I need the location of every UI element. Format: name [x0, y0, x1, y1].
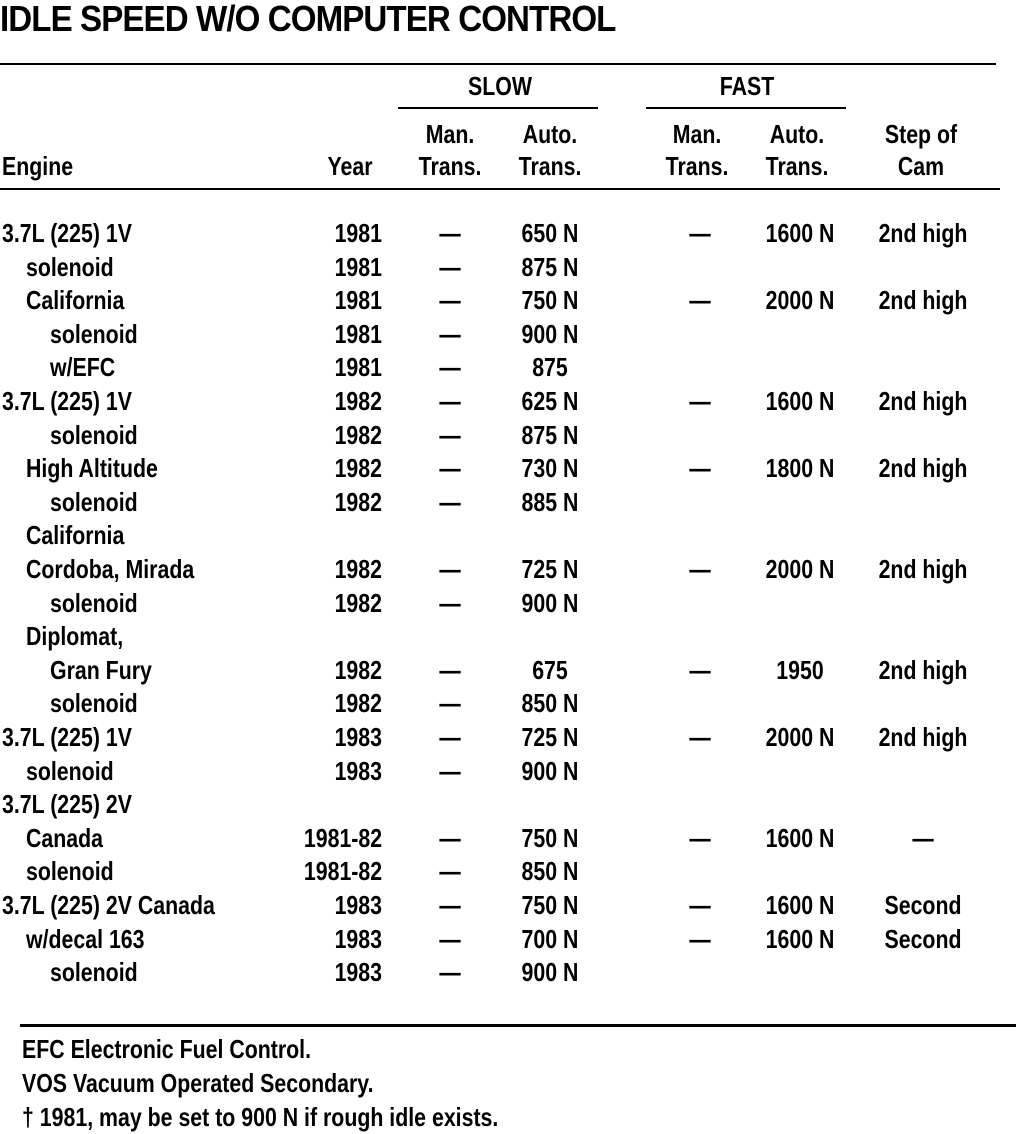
- slow-auto-cell: 900 N: [521, 587, 579, 618]
- table-row: [0, 586, 1024, 620]
- fast-group-header: FAST: [719, 71, 775, 101]
- slow-auto-cell: 900 N: [521, 957, 579, 988]
- year-cell: 1982: [334, 654, 382, 685]
- slow-man-cell: —: [439, 822, 461, 853]
- slow-man-cell: —: [439, 285, 461, 316]
- slow-auto-cell: 750 N: [521, 822, 579, 853]
- fast-auto-cell: 2000 N: [765, 285, 835, 316]
- year-cell: 1982: [334, 419, 382, 450]
- cam-cell: 2nd high: [878, 218, 968, 248]
- engine-header: Engine: [2, 151, 74, 181]
- table-row: [0, 854, 1024, 888]
- engine-cell: solenoid: [50, 318, 138, 349]
- cam-cell: 2nd high: [878, 554, 968, 584]
- top-rule: [0, 63, 996, 65]
- header-bottom-rule: [0, 188, 1000, 190]
- slow-auto-cell: 650 N: [521, 218, 579, 248]
- slow-auto-cell: 625 N: [521, 386, 579, 416]
- slow-man-header-line2: Trans.: [418, 151, 482, 181]
- cam-cell: Second: [884, 890, 962, 920]
- fast-auto-cell: 1800 N: [765, 453, 835, 484]
- slow-man-cell: —: [439, 654, 461, 685]
- fast-auto-cell: 1600 N: [765, 890, 835, 920]
- engine-cell: 3.7L (225) 1V: [2, 386, 132, 416]
- fast-auto-cell: 1950: [776, 654, 824, 685]
- fast-auto-cell: 2000 N: [765, 554, 835, 584]
- cam-cell: 2nd high: [878, 453, 968, 484]
- year-cell: 1983: [334, 890, 382, 920]
- table-row: [0, 485, 1024, 519]
- slow-man-cell: —: [439, 453, 461, 484]
- engine-cell: solenoid: [50, 587, 138, 618]
- slow-man-cell: —: [439, 386, 461, 416]
- table-row: [0, 317, 1024, 351]
- fast-group-rule: [646, 107, 846, 109]
- engine-cell: solenoid: [50, 957, 138, 988]
- slow-auto-cell: 730 N: [521, 453, 579, 484]
- slow-auto-cell: 750 N: [521, 285, 579, 316]
- fast-auto-cell: 1600 N: [765, 218, 835, 248]
- table-row: [0, 821, 1024, 855]
- table-row: [0, 384, 1024, 418]
- slow-man-cell: —: [439, 486, 461, 517]
- engine-cell: solenoid: [50, 486, 138, 517]
- table-row: [0, 418, 1024, 452]
- year-cell: 1982: [334, 587, 382, 618]
- table-row: [0, 250, 1024, 284]
- slow-auto-cell: 850 N: [521, 856, 579, 887]
- table-row: [0, 888, 1024, 922]
- year-cell: 1981: [334, 285, 382, 316]
- year-cell: 1981: [334, 318, 382, 349]
- slow-auto-cell: 850 N: [521, 688, 579, 719]
- cam-cell: Second: [884, 923, 962, 954]
- fast-man-cell: —: [689, 554, 711, 584]
- year-cell: 1982: [334, 688, 382, 719]
- cam-cell: 2nd high: [878, 285, 968, 316]
- table-row: [0, 955, 1024, 989]
- slow-auto-cell: 725 N: [521, 554, 579, 584]
- slow-man-header-line1: Man.: [425, 119, 475, 149]
- slow-man-cell: —: [439, 419, 461, 450]
- year-cell: 1981-82: [303, 822, 383, 853]
- engine-cell: Diplomat,: [26, 621, 124, 652]
- slow-auto-cell: 875 N: [521, 251, 579, 282]
- engine-cell: solenoid: [50, 688, 138, 719]
- table-row: [0, 552, 1024, 586]
- year-cell: 1981: [334, 352, 382, 383]
- fast-auto-cell: 1600 N: [765, 822, 835, 853]
- slow-auto-cell: 875 N: [521, 419, 579, 450]
- slow-man-cell: —: [439, 890, 461, 920]
- slow-man-cell: —: [439, 352, 461, 383]
- table-row: [0, 283, 1024, 317]
- year-cell: 1982: [334, 554, 382, 584]
- table-row: [0, 619, 1024, 653]
- slow-man-cell: —: [439, 218, 461, 248]
- cam-cell: —: [912, 822, 934, 853]
- engine-cell: Canada: [26, 822, 104, 853]
- engine-cell: 3.7L (225) 1V: [2, 218, 132, 248]
- cam-header-line1: Step of: [884, 119, 958, 149]
- footnote-dagger: † 1981, may be set to 900 N if rough idle exists.: [22, 1102, 499, 1132]
- table-row: [0, 518, 1024, 552]
- fast-auto-header-line1: Auto.: [769, 119, 825, 149]
- year-cell: 1982: [334, 386, 382, 416]
- slow-auto-cell: 675: [532, 654, 568, 685]
- fast-man-cell: —: [689, 285, 711, 316]
- cam-cell: 2nd high: [878, 654, 968, 685]
- table-row: [0, 216, 1024, 250]
- engine-cell: solenoid: [50, 419, 138, 450]
- year-cell: 1982: [334, 486, 382, 517]
- table-row: [0, 350, 1024, 384]
- table-row: [0, 720, 1024, 754]
- slow-auto-cell: 875: [532, 352, 568, 383]
- fast-man-header-line1: Man.: [672, 119, 722, 149]
- year-cell: 1983: [334, 722, 382, 752]
- engine-cell: 3.7L (225) 1V: [2, 722, 132, 752]
- slow-auto-header-line1: Auto.: [522, 119, 578, 149]
- engine-cell: California: [26, 285, 125, 316]
- engine-cell: Gran Fury: [50, 654, 152, 685]
- year-cell: 1983: [334, 923, 382, 954]
- slow-man-cell: —: [439, 318, 461, 349]
- fast-man-cell: —: [689, 923, 711, 954]
- slow-auto-cell: 725 N: [521, 722, 579, 752]
- fast-man-header-line2: Trans.: [665, 151, 729, 181]
- fast-man-cell: —: [689, 822, 711, 853]
- footnote-vos: VOS Vacuum Operated Secondary.: [22, 1068, 374, 1098]
- slow-man-cell: —: [439, 957, 461, 988]
- engine-cell: w/EFC: [50, 352, 116, 383]
- engine-cell: High Altitude: [26, 453, 158, 484]
- footer-rule: [20, 1024, 1016, 1027]
- year-cell: 1981: [334, 218, 382, 248]
- cam-cell: 2nd high: [878, 722, 968, 752]
- year-cell: 1981: [334, 251, 382, 282]
- fast-auto-cell: 2000 N: [765, 722, 835, 752]
- page-title: IDLE SPEED W/O COMPUTER CONTROL: [0, 0, 616, 39]
- slow-man-cell: —: [439, 251, 461, 282]
- fast-man-cell: —: [689, 386, 711, 416]
- cam-header-line2: Cam: [897, 151, 945, 181]
- fast-man-cell: —: [689, 453, 711, 484]
- year-cell: 1983: [334, 755, 382, 786]
- fast-auto-cell: 1600 N: [765, 923, 835, 954]
- fast-man-cell: —: [689, 890, 711, 920]
- cam-cell: 2nd high: [878, 386, 968, 416]
- engine-cell: 3.7L (225) 2V: [2, 789, 132, 820]
- table-row: [0, 451, 1024, 485]
- engine-cell: 3.7L (225) 2V Canada: [2, 890, 215, 920]
- slow-group-rule: [398, 107, 598, 109]
- table-row: [0, 686, 1024, 720]
- engine-cell: solenoid: [26, 856, 114, 887]
- fast-auto-header-line2: Trans.: [765, 151, 829, 181]
- slow-man-cell: —: [439, 722, 461, 752]
- year-header: Year: [327, 151, 373, 181]
- table-row: [0, 653, 1024, 687]
- slow-group-header: SLOW: [468, 71, 532, 101]
- slow-auto-cell: 885 N: [521, 486, 579, 517]
- slow-auto-cell: 900 N: [521, 755, 579, 786]
- slow-man-cell: —: [439, 587, 461, 618]
- engine-cell: solenoid: [26, 755, 114, 786]
- slow-man-cell: —: [439, 923, 461, 954]
- fast-auto-cell: 1600 N: [765, 386, 835, 416]
- year-cell: 1981-82: [303, 856, 383, 887]
- slow-man-cell: —: [439, 755, 461, 786]
- year-cell: 1982: [334, 453, 382, 484]
- year-cell: 1983: [334, 957, 382, 988]
- engine-cell: w/decal 163: [26, 923, 145, 954]
- slow-man-cell: —: [439, 554, 461, 584]
- footnote-efc: EFC Electronic Fuel Control.: [22, 1034, 312, 1064]
- table-row: [0, 787, 1024, 821]
- slow-man-cell: —: [439, 856, 461, 887]
- engine-cell: Cordoba, Mirada: [26, 554, 195, 584]
- slow-auto-cell: 900 N: [521, 318, 579, 349]
- table-row: [0, 754, 1024, 788]
- engine-cell: California: [26, 520, 125, 551]
- fast-man-cell: —: [689, 722, 711, 752]
- fast-man-cell: —: [689, 654, 711, 685]
- engine-cell: solenoid: [26, 251, 114, 282]
- slow-man-cell: —: [439, 688, 461, 719]
- fast-man-cell: —: [689, 218, 711, 248]
- slow-auto-header-line2: Trans.: [518, 151, 582, 181]
- slow-auto-cell: 700 N: [521, 923, 579, 954]
- table-row: [0, 922, 1024, 956]
- slow-auto-cell: 750 N: [521, 890, 579, 920]
